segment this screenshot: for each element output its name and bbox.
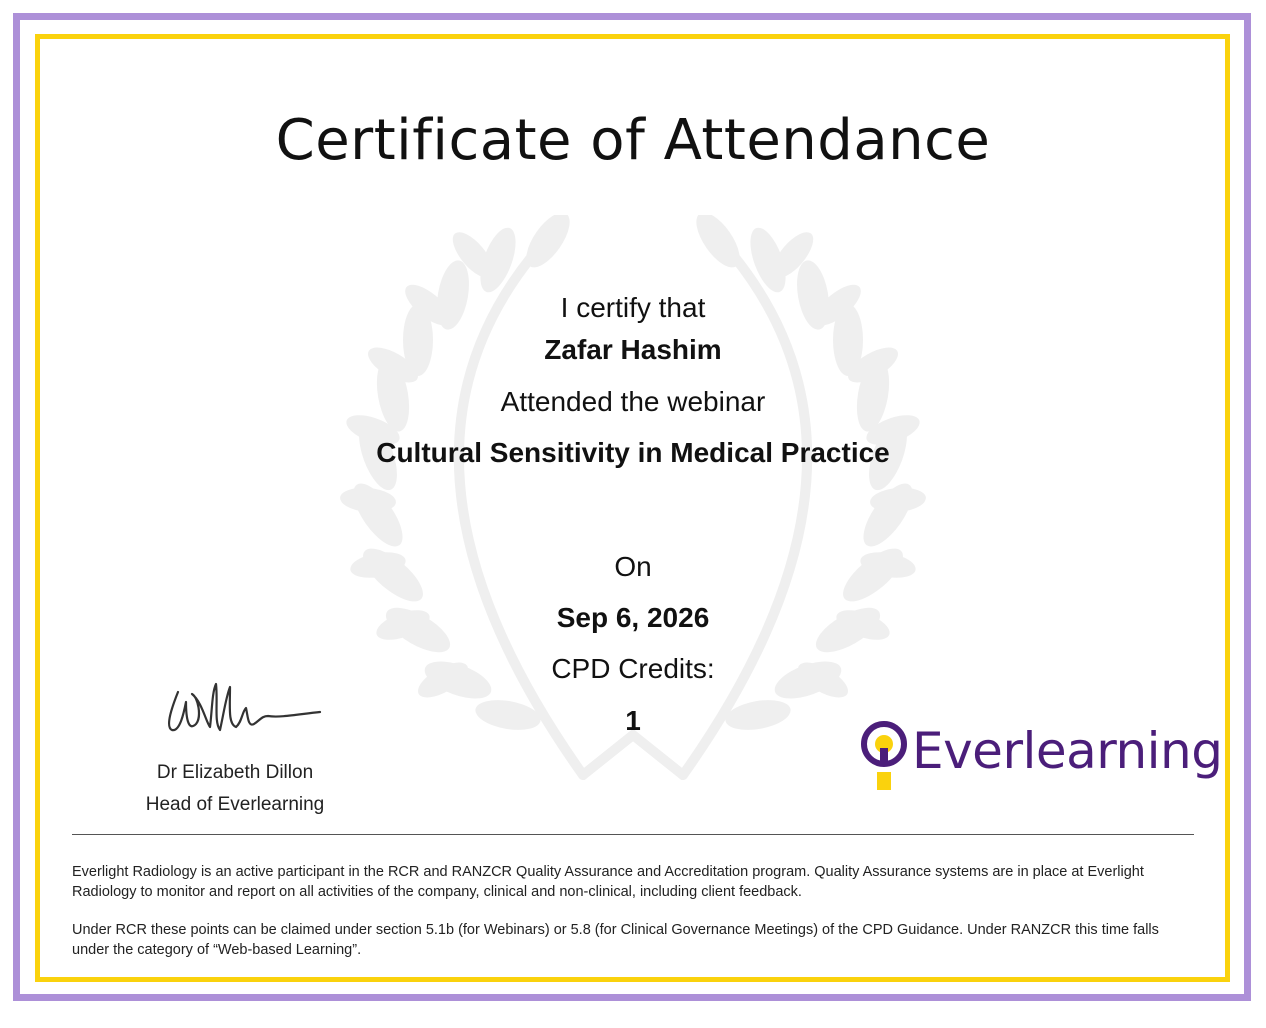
signature-image: [150, 672, 330, 742]
footer-paragraph-1: Everlight Radiology is an active participant in the RCR and RANZCR Quality Assurance and Accreditation program. Quality Assurance systems are in place at Everlight Radiology to monitor and report on all activities of the company, clinical and non-clinical, including client feedback.: [72, 864, 1144, 900]
attended-line: Attended the webinar: [500, 386, 766, 417]
footer-divider: [72, 834, 1194, 835]
attendance-date: Sep 6, 2026: [556, 602, 710, 633]
everlearning-logo-text: Everlearning: [912, 722, 1223, 780]
attendee-name: Zafar Hashim: [544, 334, 722, 365]
webinar-title: Cultural Sensitivity in Medical Practice: [376, 437, 890, 468]
cpd-credits-label: CPD Credits:: [551, 653, 715, 684]
on-label: On: [614, 551, 652, 582]
certificate-title: Certificate of Attendance: [275, 108, 991, 173]
certify-line: I certify that: [560, 292, 706, 323]
cpd-credits-value: 1: [625, 705, 641, 736]
signatory-role: Head of Everlearning: [145, 794, 325, 815]
footer-paragraph-2: Under RCR these points can be claimed under section 5.1b (for Webinars) or 5.8 (for Clinical Governance Meetings) of the CPD Guidance. Under RANZCR this time falls under the category of “Web-based Learning”.: [72, 922, 1159, 958]
signatory-name: Dr Elizabeth Dillon: [156, 762, 314, 783]
